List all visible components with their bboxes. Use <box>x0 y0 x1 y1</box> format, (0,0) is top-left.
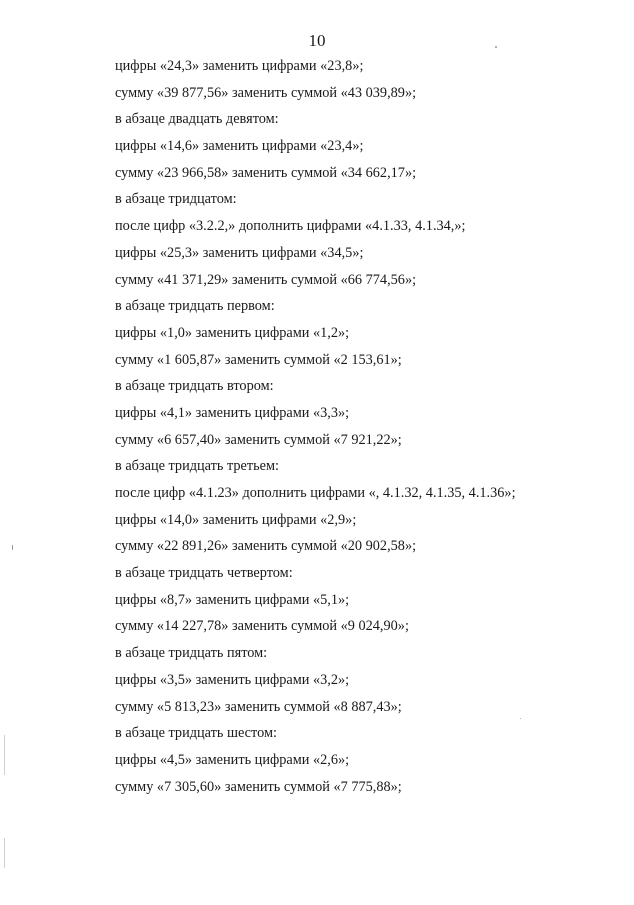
scan-speck <box>12 545 13 550</box>
text-line: в абзаце тридцать втором: <box>115 378 274 395</box>
text-line: сумму «7 305,60» заменить суммой «7 775,88»; <box>115 778 402 795</box>
scan-edge-mark <box>4 838 5 868</box>
text-line: в абзаце тридцать первом: <box>115 298 275 315</box>
text-line: сумму «41 371,29» заменить суммой «66 774,56»; <box>115 271 417 288</box>
text-line: цифры «25,3» заменить цифрами «34,5»; <box>115 244 364 261</box>
text-line: цифры «3,5» заменить цифрами «3,2»; <box>115 671 350 688</box>
text-line: в абзаце тридцать четвертом: <box>115 565 293 582</box>
text-line: цифры «4,1» заменить цифрами «3,3»; <box>115 404 350 421</box>
scan-speck <box>495 46 497 48</box>
text-line: после цифр «3.2.2,» дополнить цифрами «4.1.33, 4.1.34,»; <box>115 218 466 235</box>
text-line: в абзаце тридцать шестом: <box>115 725 277 742</box>
text-line: сумму «1 605,87» заменить суммой «2 153,61»; <box>115 351 402 368</box>
text-line: цифры «8,7» заменить цифрами «5,1»; <box>115 591 350 608</box>
text-line: цифры «4,5» заменить цифрами «2,6»; <box>115 751 350 768</box>
text-line: после цифр «4.1.23» дополнить цифрами «, 4.1.32, 4.1.35, 4.1.36»; <box>115 485 516 501</box>
text-line: сумму «5 813,23» заменить суммой «8 887,43»; <box>115 698 402 715</box>
text-line: цифры «14,0» заменить цифрами «2,9»; <box>115 511 357 528</box>
document-body <box>115 53 615 800</box>
text-line: сумму «22 891,26» заменить суммой «20 902,58»; <box>115 538 417 555</box>
text-line: сумму «14 227,78» заменить суммой «9 024,90»; <box>115 618 409 635</box>
text-line: в абзаце тридцать третьем: <box>115 458 280 475</box>
text-line: цифры «24,3» заменить цифрами «23,8»; <box>115 58 364 74</box>
text-line: сумму «6 657,40» заменить суммой «7 921,22»; <box>115 431 402 448</box>
text-line: сумму «39 877,56» заменить суммой «43 039,89»; <box>115 84 417 101</box>
text-line: в абзаце двадцать девятом: <box>115 111 279 128</box>
scan-edge-mark <box>4 735 5 775</box>
scan-speck <box>520 718 521 719</box>
text-line: цифры «1,0» заменить цифрами «1,2»; <box>115 324 350 341</box>
text-line: в абзаце тридцать пятом: <box>115 645 268 662</box>
text-line: сумму «23 966,58» заменить суммой «34 662,17»; <box>115 164 417 181</box>
text-line: в абзаце тридцатом: <box>115 191 237 208</box>
text-line: цифры «14,6» заменить цифрами «23,4»; <box>115 138 364 155</box>
page-number: 10 <box>308 31 326 50</box>
